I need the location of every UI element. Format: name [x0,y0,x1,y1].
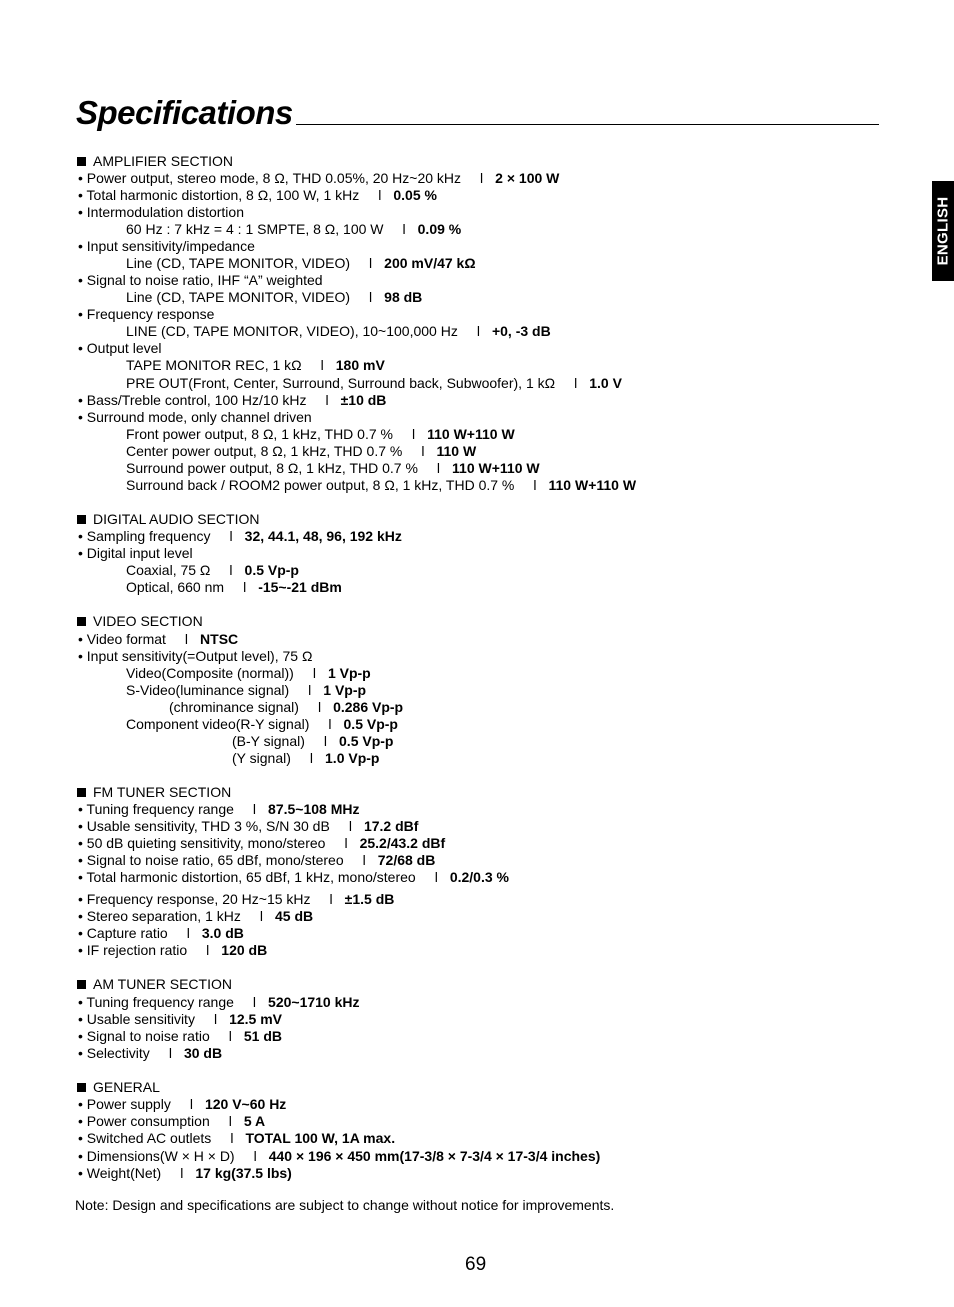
spec-value: 0.5 Vp-p [343,716,398,732]
spec-subrow [169,699,403,716]
spec-label: • Tuning frequency range [78,801,234,817]
spec-label: • Capture ratio [78,925,168,941]
separator-mark: l [252,994,257,1010]
spec-subrow [126,323,551,340]
square-bullet-icon [77,1083,86,1092]
separator-mark: l [213,1011,218,1027]
spec-label: • IF rejection ratio [78,942,188,958]
separator-mark: l [229,528,233,544]
separator-mark: l [329,891,333,907]
separator-mark: l [480,170,484,186]
spec-row [78,852,435,869]
separator-mark: l [323,733,328,749]
separator-mark: l [434,869,438,885]
spec-subrow [126,289,422,306]
spec-row [78,818,418,835]
spec-value: 0.286 Vp-p [333,699,404,715]
title-rule [296,124,879,125]
spec-value: 110 W+110 W [548,477,637,493]
square-bullet-icon [77,617,86,626]
spec-subrow [232,750,379,767]
spec-value: 30 dB [183,1045,223,1061]
spec-value: 87.5~108 MHz [268,801,360,817]
spec-label: Surround power output, 8 Ω, 1 kHz, THD 0.7 % [126,460,418,476]
spec-value: 72/68 dB [377,852,436,868]
spec-row [78,835,445,852]
separator-mark: l [369,255,373,271]
spec-row [78,340,162,357]
separator-mark: l [186,925,190,941]
separator-mark: l [309,750,314,766]
separator-mark: l [369,289,373,305]
spec-label: • Selectivity [78,1045,150,1061]
separator-mark: l [362,852,366,868]
spec-value: 1.0 V [589,375,622,391]
separator-mark: l [348,818,352,834]
separator-mark: l [229,562,233,578]
spec-value: 1.0 Vp-p [325,750,380,766]
spec-row [78,942,267,959]
spec-row [78,1028,282,1045]
spec-subrow [126,460,540,477]
separator-mark: l [168,1045,172,1061]
page-number: 69 [465,1254,487,1275]
spec-value: 440 × 196 × 450 mm(17-3/8 × 7-3/4 × 17-3/4 inches) [268,1148,601,1164]
spec-row [78,801,359,818]
spec-value: 0.5 Vp-p [244,562,299,578]
separator-mark: l [206,942,210,958]
separator-mark: l [243,579,247,595]
spec-label: • Total harmonic distortion, 8 Ω, 100 W, 1 kHz [78,187,360,203]
spec-label: • Power consumption [78,1113,210,1129]
spec-subrow [126,426,515,443]
spec-label: • Usable sensitivity [78,1011,195,1027]
separator-mark: l [574,375,578,391]
spec-label: • Weight(Net) [78,1165,162,1181]
spec-label: • Power output, stereo mode, 8 Ω, THD 0.05%, 20 Hz~20 kHz [78,170,462,186]
page-title: Specifications [76,94,293,131]
spec-label: • Video format [78,631,166,647]
spec-row [78,1165,292,1182]
spec-label: Coaxial, 75 Ω [126,562,211,578]
spec-subrow [126,682,366,699]
spec-label: • Output level [78,340,162,356]
square-bullet-icon [77,157,86,166]
spec-value: 520~1710 kHz [268,994,360,1010]
spec-row [78,1130,395,1147]
spec-row [78,306,214,323]
spec-label: LINE (CD, TAPE MONITOR, VIDEO), 10~100,000 Hz [126,323,458,339]
spec-subrow [126,579,342,596]
separator-mark: l [184,631,189,647]
spec-label: • Intermodulation distortion [78,204,244,220]
spec-value: 1 Vp-p [323,682,367,698]
spec-label: • Signal to noise ratio, IHF “A” weighted [78,272,323,288]
spec-row [78,631,238,648]
spec-value: 3.0 dB [201,925,244,941]
separator-mark: l [228,1113,232,1129]
spec-row [78,1045,222,1062]
spec-label: (B-Y signal) [232,733,305,749]
spec-subrow [126,357,385,374]
separator-mark: l [436,460,441,476]
spec-value: ±1.5 dB [344,891,395,907]
spec-value: 180 mV [335,357,385,373]
spec-label: • 50 dB quieting sensitivity, mono/stereo [78,835,326,851]
spec-row [78,272,323,289]
spec-value: 1 Vp-p [327,665,371,681]
separator-mark: l [378,187,382,203]
square-bullet-icon [77,788,86,797]
spec-subrow [126,716,398,733]
spec-label: • Signal to noise ratio [78,1028,210,1044]
separator-mark: l [328,716,332,732]
spec-label: • Input sensitivity/impedance [78,238,255,254]
separator-mark: l [308,682,312,698]
spec-row [78,545,193,562]
spec-value: 32, 44.1, 48, 96, 192 kHz [244,528,402,544]
spec-subrow [126,375,622,392]
section-heading-general: GENERAL [77,1079,160,1096]
section-heading-digital: DIGITAL AUDIO SECTION [77,511,259,528]
spec-value: 110 W [436,443,477,459]
spec-row [78,392,386,409]
spec-row [78,170,559,187]
spec-label: • Signal to noise ratio, 65 dBf, mono/stereo [78,852,344,868]
spec-subrow [126,221,461,238]
separator-mark: l [320,357,324,373]
spec-row [78,238,255,255]
spec-label: S-Video(luminance signal) [126,682,290,698]
spec-row [78,908,313,925]
separator-mark: l [230,1130,234,1146]
separator-mark: l [421,443,425,459]
separator-mark: l [189,1096,193,1112]
spec-value: 0.2/0.3 % [449,869,509,885]
separator-mark: l [344,835,348,851]
spec-value: 25.2/43.2 dBf [359,835,446,851]
spec-label: • Surround mode, only channel driven [78,409,312,425]
spec-label: Center power output, 8 Ω, 1 kHz, THD 0.7 % [126,443,403,459]
square-bullet-icon [77,980,86,989]
spec-value: NTSC [200,631,239,647]
footnote: Note: Design and specifications are subject to change without notice for improvements. [75,1197,615,1213]
spec-subrow [126,562,299,579]
separator-mark: l [317,699,322,715]
spec-value: 110 W+110 W [427,426,515,442]
spec-label: • Sampling frequency [78,528,211,544]
spec-row [78,204,244,221]
spec-label: • Tuning frequency range [78,994,234,1010]
spec-value: +0, -3 dB [491,323,551,339]
section-heading-am: AM TUNER SECTION [77,976,232,993]
spec-row [78,925,244,942]
spec-row [78,1113,265,1130]
spec-value: 120 V~60 Hz [204,1096,287,1112]
separator-mark: l [252,801,257,817]
spec-row [78,1011,282,1028]
spec-subrow [126,665,371,682]
section-heading-fm: FM TUNER SECTION [77,784,231,801]
spec-value: 17 kg(37.5 lbs) [195,1165,292,1181]
spec-subrow [232,733,393,750]
separator-mark: l [476,323,480,339]
spec-row [78,869,509,886]
spec-value: 2 × 100 W [495,170,560,186]
section-heading-amplifier: AMPLIFIER SECTION [77,153,233,170]
section-heading-video: VIDEO SECTION [77,613,203,630]
spec-subrow [126,255,476,272]
spec-value: 0.5 Vp-p [339,733,394,749]
spec-value: 45 dB [275,908,314,924]
spec-label: • Power supply [78,1096,171,1112]
spec-label: • Stereo separation, 1 kHz [78,908,241,924]
spec-label: • Total harmonic distortion, 65 dBf, 1 kHz, mono/stereo [78,869,416,885]
spec-subrow [126,477,636,494]
spec-label: Line (CD, TAPE MONITOR, VIDEO) [126,289,351,305]
spec-label: • Dimensions(W × H × D) [78,1148,235,1164]
spec-label: (Y signal) [232,750,291,766]
spec-value: TOTAL 100 W, 1A max. [245,1130,396,1146]
spec-label: • Input sensitivity(=Output level), 75 Ω [78,648,313,664]
spec-value: 110 W+110 W [452,460,540,476]
separator-mark: l [402,221,406,237]
language-tab [932,181,954,281]
language-tab-label: ENGLISH [934,196,952,266]
spec-label: • Frequency response [78,306,215,322]
spec-row [78,528,402,545]
spec-label: Line (CD, TAPE MONITOR, VIDEO) [126,255,351,271]
spec-value: 0.05 % [393,187,437,203]
spec-value: 200 mV/47 kΩ [384,255,476,271]
spec-label: Surround back / ROOM2 power output, 8 Ω, 1 kHz, THD 0.7 % [126,477,515,493]
separator-mark: l [533,477,537,493]
spec-label: 60 Hz : 7 kHz = 4 : 1 SMPTE, 8 Ω, 100 W [126,221,384,237]
separator-mark: l [312,665,316,681]
spec-value: 98 dB [384,289,423,305]
spec-value: 120 dB [221,942,268,958]
spec-label: • Usable sensitivity, THD 3 %, S/N 30 dB [78,818,330,834]
spec-label: PRE OUT(Front, Center, Surround, Surround back, Subwoofer), 1 kΩ [126,375,556,391]
spec-row [78,891,394,908]
spec-label: • Digital input level [78,545,193,561]
separator-mark: l [325,392,329,408]
separator-mark: l [411,426,416,442]
spec-label: • Frequency response, 20 Hz~15 kHz [78,891,311,907]
spec-value: ±10 dB [340,392,387,408]
spec-row [78,1148,600,1165]
spec-row [78,409,312,426]
spec-row [78,187,437,204]
spec-subrow [126,443,476,460]
spec-label: (chrominance signal) [169,699,299,715]
spec-value: 12.5 mV [229,1011,283,1027]
spec-label: Video(Composite (normal)) [126,665,294,681]
spec-row [78,648,312,665]
separator-mark: l [228,1028,232,1044]
separator-mark: l [253,1148,257,1164]
separator-mark: l [180,1165,184,1181]
separator-mark: l [259,908,263,924]
spec-value: 5 A [243,1113,266,1129]
spec-row [78,994,360,1011]
spec-value: 0.09 % [417,221,462,237]
spec-label: Optical, 660 nm [126,579,225,595]
spec-label: TAPE MONITOR REC, 1 kΩ [126,357,302,373]
spec-value: 17.2 dBf [363,818,419,834]
spec-label: Component video(R-Y signal) [126,716,310,732]
spec-value: 51 dB [243,1028,283,1044]
spec-row [78,1096,286,1113]
spec-label: • Bass/Treble control, 100 Hz/10 kHz [78,392,307,408]
spec-label: Front power output, 8 Ω, 1 kHz, THD 0.7 % [126,426,393,442]
spec-value: -15~-21 dBm [258,579,342,595]
spec-label: • Switched AC outlets [78,1130,212,1146]
square-bullet-icon [77,515,86,524]
